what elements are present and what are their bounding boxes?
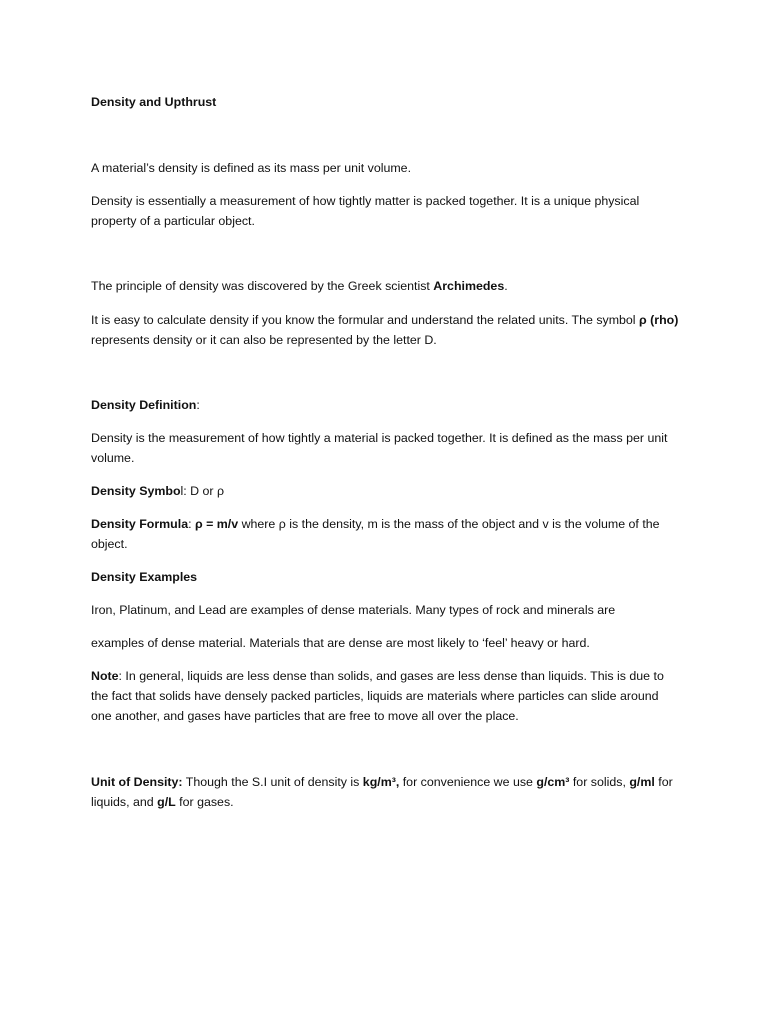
- units-paragraph: [91, 772, 681, 812]
- definition-colon: :: [196, 398, 200, 412]
- units-text-3: for solids,: [569, 775, 630, 789]
- units-text-1: Though the S.I unit of density is: [182, 775, 363, 789]
- examples-line-2: examples of dense material. Materials that are dense are most likely to ‘feel’ heavy or hard.: [91, 636, 590, 650]
- formula-expression: ρ = m/v: [194, 517, 239, 531]
- unit-kg-m3: kg/m³,: [362, 775, 400, 789]
- symbol-value: l: D or ρ: [180, 484, 225, 498]
- unit-g-ml: g/ml: [629, 775, 655, 789]
- definition-heading-line: [91, 395, 681, 415]
- definition-heading: Density Definition: [91, 398, 197, 412]
- archimedes-name: Archimedes: [433, 279, 505, 293]
- formula-paragraph: [91, 514, 681, 554]
- principle-paragraph: [91, 276, 681, 296]
- principle-text: The principle of density was discovered by the Greek scientist: [91, 279, 434, 293]
- note-text: : In general, liquids are less dense than solids, and gases are less dense than liquids. This is due to the fact that solids have densely packed particles, liquids are materials where particles can slide around one another, and gases have particles that are free to move all over the place.: [91, 669, 664, 723]
- symbol-line: [91, 481, 681, 501]
- examples-heading: Density Examples: [91, 570, 198, 584]
- units-label: Unit of Density:: [91, 775, 183, 789]
- units-text-4: for liquids, and: [91, 775, 673, 809]
- unit-g-l: g/L: [157, 795, 176, 809]
- formula-colon: :: [188, 517, 195, 531]
- unit-g-cm3: g/cm³: [536, 775, 570, 789]
- intro-paragraph: A material’s density is defined as its mass per unit volume.: [91, 161, 412, 175]
- packed-paragraph: Density is essentially a measurement of how tightly matter is packed together. It is a unique physical property of a particular object.: [91, 194, 640, 228]
- formula-label: Density Formula: [91, 517, 189, 531]
- examples-line-1: Iron, Platinum, and Lead are examples of dense materials. Many types of rock and minerals are: [91, 603, 616, 617]
- units-text-5: for gases.: [175, 795, 234, 809]
- calc-text-2: represents density or it can also be represented by the letter D.: [91, 333, 437, 347]
- calc-text-1: It is easy to calculate density if you know the formular and understand the related units. The symbol: [91, 313, 640, 327]
- definition-body: Density is the measurement of how tightly a material is packed together. It is defined as the mass per unit volume.: [91, 431, 668, 465]
- units-text-2: for convenience we use: [399, 775, 537, 789]
- formula-text: where ρ is the density, m is the mass of the object and v is the volume of the object.: [91, 517, 660, 551]
- document-title: Density and Upthrust: [91, 95, 217, 109]
- principle-end: .: [504, 279, 508, 293]
- calc-paragraph: [91, 310, 681, 350]
- note-paragraph: [91, 666, 681, 726]
- symbol-label: Density Symbo: [91, 484, 181, 498]
- note-label: Note: [91, 669, 119, 683]
- rho-symbol: ρ (rho): [639, 313, 679, 327]
